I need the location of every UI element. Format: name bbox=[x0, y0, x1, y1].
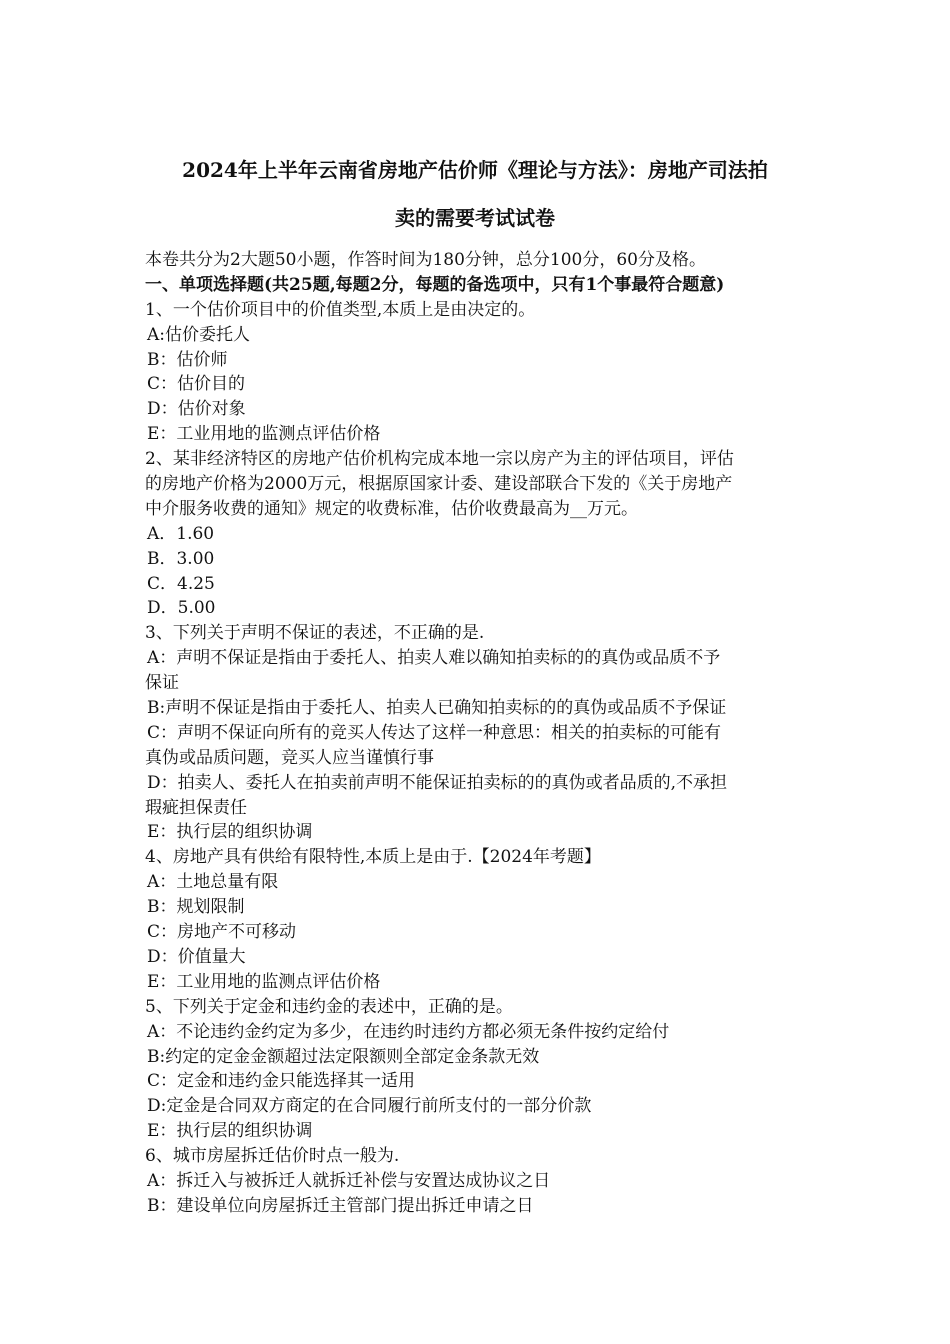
question-3-option-e: E：执行层的组织协调 bbox=[147, 822, 313, 843]
question-4-option-a: A：土地总量有限 bbox=[147, 872, 279, 893]
document-title-line-1: 2024年上半年云南省房地产估价师《理论与方法》：房地产司法拍 bbox=[182, 158, 768, 182]
question-4-option-d: D：价值量大 bbox=[147, 946, 246, 967]
question-3-option-d-line-2: 瑕疵担保责任 bbox=[145, 797, 247, 818]
question-5-stem: 5、下列关于定金和违约金的表述中，正确的是。 bbox=[145, 996, 513, 1017]
section-header: 一、单项选择题(共25题,每题2分，每题的备选项中，只有1个事最符合题意) bbox=[145, 274, 725, 295]
question-5-option-a: A：不论违约金约定为多少，在违约时违约方都必须无条件按约定给付 bbox=[147, 1021, 670, 1042]
question-5-option-e: E：执行层的组织协调 bbox=[147, 1121, 313, 1142]
question-4-option-c: C：房地产不可移动 bbox=[147, 922, 297, 943]
question-1-stem: 1、一个估价项目中的价值类型,本质上是由决定的。 bbox=[145, 299, 536, 320]
exam-intro: 本卷共分为2大题50小题，作答时间为180分钟，总分100分，60分及格。 bbox=[145, 250, 706, 270]
question-2-stem-line-3: 中介服务收费的通知》规定的收费标准，估价收费最高为__万元。 bbox=[145, 498, 638, 519]
document-body bbox=[145, 248, 809, 1219]
question-3-option-a-line-1: A：声明不保证是指由于委托人、拍卖人难以确知拍卖标的的真伪或品质不予 bbox=[147, 648, 721, 669]
document-title-line-2: 卖的需要考试试卷 bbox=[395, 206, 555, 230]
question-4-option-e: E：工业用地的监测点评估价格 bbox=[147, 971, 381, 992]
question-5-option-c: C：定金和违约金只能选择其一适用 bbox=[147, 1071, 416, 1092]
question-2-option-c: C．4.25 bbox=[147, 573, 215, 594]
question-6-option-b: B：建设单位向房屋拆迁主管部门提出拆迁申请之日 bbox=[147, 1195, 534, 1216]
question-5-option-b: B:约定的定金金额超过法定限额则全部定金条款无效 bbox=[147, 1046, 540, 1067]
question-1-option-d: D：估价对象 bbox=[147, 399, 246, 420]
question-2-stem-line-1: 2、某非经济特区的房地产估价机构完成本地一宗以房产为主的评估项目，评估 bbox=[145, 449, 734, 470]
question-4-stem: 4、房地产具有供给有限特性,本质上是由于.【2024年考题】 bbox=[145, 847, 601, 868]
question-1-option-b: B：估价师 bbox=[147, 349, 228, 370]
question-1-option-e: E：工业用地的监测点评估价格 bbox=[147, 424, 381, 445]
question-6-option-a: A：拆迁入与被拆迁人就拆迁补偿与安置达成协议之日 bbox=[147, 1170, 551, 1191]
question-3-stem: 3、下列关于声明不保证的表述，不正确的是. bbox=[145, 623, 485, 644]
question-2-option-d: D．5.00 bbox=[147, 598, 216, 619]
question-3-option-b: B:声明不保证是指由于委托人、拍卖人已确知拍卖标的的真伪或品质不予保证 bbox=[147, 698, 727, 719]
question-3-option-d-line-1: D：拍卖人、委托人在拍卖前声明不能保证拍卖标的的真伪或者品质的,不承担 bbox=[147, 772, 728, 793]
question-2-option-b: B．3.00 bbox=[147, 548, 215, 569]
question-6-stem: 6、城市房屋拆迁估价时点一般为. bbox=[145, 1146, 400, 1167]
question-2-option-a: A．1.60 bbox=[147, 523, 215, 544]
question-2-stem-line-2: 的房地产价格为2000万元，根据原国家计委、建设部联合下发的《关于房地产 bbox=[145, 474, 733, 495]
question-3-option-c-line-1: C：声明不保证向所有的竞买人传达了这样一种意思：相关的拍卖标的可能有 bbox=[147, 722, 722, 743]
question-3-option-a-line-2: 保证 bbox=[145, 673, 179, 694]
question-3-option-c-line-2: 真伪或品质问题，竞买人应当谨慎行事 bbox=[145, 747, 434, 768]
question-5-option-d: D:定金是合同双方商定的在合同履行前所支付的一部分价款 bbox=[147, 1096, 592, 1117]
question-4-option-b: B：规划限制 bbox=[147, 897, 245, 918]
question-1-option-c: C：估价目的 bbox=[147, 374, 246, 395]
question-1-option-a: A:估价委托人 bbox=[147, 324, 251, 345]
